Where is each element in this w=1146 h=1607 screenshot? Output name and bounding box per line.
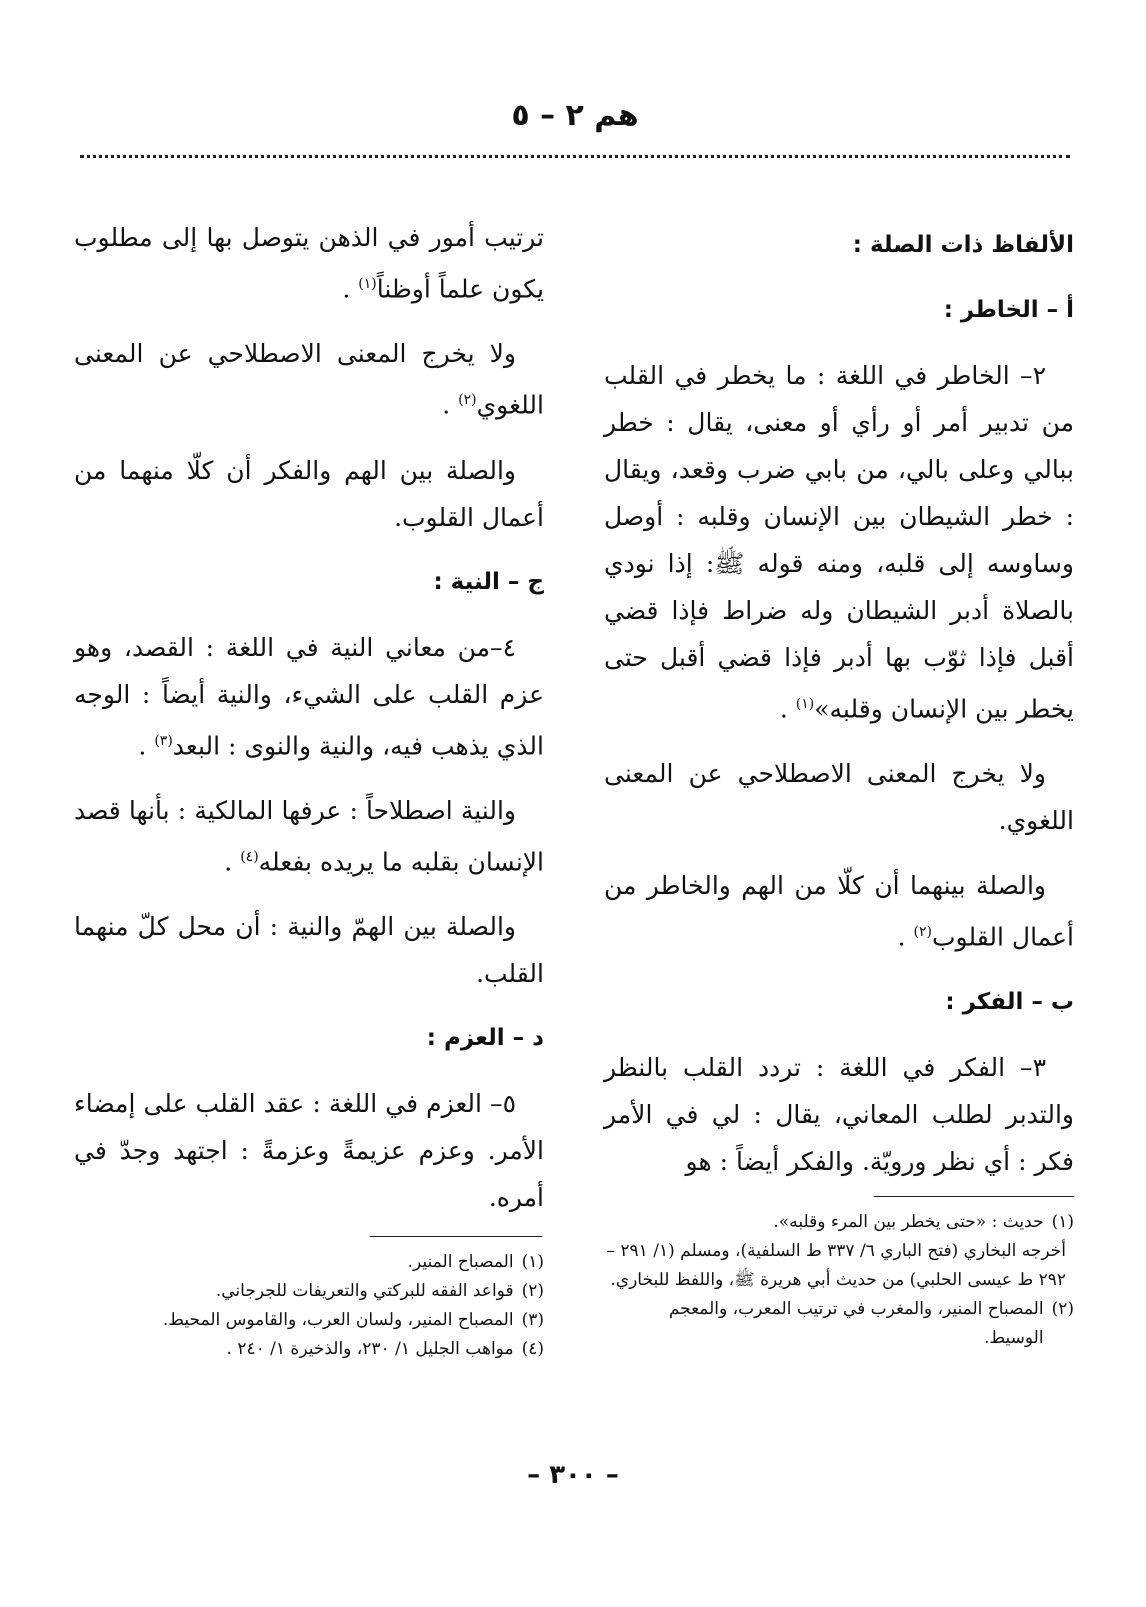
right-column <box>604 222 1074 1203</box>
footnote-item: (١) حديث : «حتى يخطر بين المرء وقلبه». <box>773 1212 1074 1232</box>
paragraph-relation-2: والصلة بين الهمّ والنية : أن محل كلّ منهما القلب. <box>74 912 544 989</box>
footnote-divider-right <box>874 1196 1074 1197</box>
footnote-detail: أخرجه البخاري (فتح الباري ٦/ ٣٣٧ ط السلفية)، ومسلم (١/ ٢٩١ – ٢٩٢ ط عيسى الحلبي) من حديث أبي هريرة ﷺ، واللفظ للبخاري. <box>606 1241 1066 1290</box>
paragraph-2-text: ٢– الخاطر في اللغة : ما يخطر في القلب من تدبير أمر أو رأي أو معنى، يقال : خطر ببالي وعلى بالي، من بابي ضرب وقعد، ويقال : خطر الشيطان بين الإنسان وقلبه : أوصل وساوسه إلى قلبه، ومنه قوله ﷺ: إذا نودي بالصلاة أدبر الشيطان وله ضراط فإذا قضي أقبل فإذا ثوّب بها أدبر فإذا قضي أقبل حتى يخطر بين الإنسان وقلبه» <box>604 361 1074 724</box>
related-terms-heading: الألفاظ ذات الصلة : <box>852 232 1074 258</box>
paragraph-relation: والصلة بين الهم والفكر أن كلّا منهما من أعمال القلوب. <box>74 455 544 532</box>
footnote-item: (٣) المصباح المنير، ولسان العرب، والقاموس المحيط. <box>162 1310 544 1330</box>
footnote-item: (٢) المصباح المنير، والمغرب في ترتيب المعرب، والمعجم الوسيط. <box>668 1299 1074 1348</box>
paragraph-meaning: ولا يخرج المعنى الاصطلاحي عن المعنى اللغوي$^{(٢)}$ . <box>74 339 544 420</box>
footnote-ref[interactable]: (١) <box>358 276 377 292</box>
section-b-heading: ب – الفكر : <box>945 988 1074 1015</box>
paragraph-3: ٣– الفكر في اللغة : تردد القلب بالنظر والتدبر لطلب المعاني، يقال : لي في الأمر فكر : أي نظر ورويّة. والفكر أيضاً : هو <box>604 1052 1074 1176</box>
left-column <box>74 214 544 1239</box>
section-d-heading: د – العزم : <box>426 1025 544 1052</box>
header-divider <box>80 155 1070 158</box>
footnote-ref[interactable]: (٣) <box>154 732 173 749</box>
footnote-divider-left <box>370 1236 542 1237</box>
paragraph-2: ٢– الخاطر في اللغة : ما يخطر في القلب من تدبير أمر أو رأي أو معنى، يقال : خطر ببالي وعلى بالي، من بابي ضرب وقعد، ويقال : خطر الشيطان بين الإنسان وقلبه : أوصل وساوسه إلى قلبه، ومنه قوله ﷺ: إذا نودي بالصلاة أدبر الشيطان وله ضراط فإذا قضي أقبل فإذا ثوّب بها أدبر فإذا قضي أقبل حتى يخطر بين الإنسان وقلبه»$^{(١)}$ . <box>604 361 1074 724</box>
section-c-heading: ج – النية : <box>433 568 544 595</box>
page-number: – ٣٠٠ – <box>527 1460 619 1490</box>
footnote-ref[interactable]: (٤) <box>240 848 259 865</box>
footnote-item: (٤) مواهب الجليل ١/ ٢٣٠، والذخيرة ١/ ٢٤٠ . <box>226 1339 544 1359</box>
footnote-ref[interactable]: (٢) <box>913 924 933 941</box>
paragraph-relation: والصلة بينهما أن كلّا من الهم والخاطر من أعمال القلوب$^{(٢)}$ . <box>604 871 1074 952</box>
footnotes-left <box>74 1248 544 1364</box>
page-header: هم ٢ – ٥ <box>511 98 639 133</box>
paragraph-5: ٥– العزم في اللغة : عقد القلب على إمضاء الأمر. وعزم عزيمةً وعزمةً : اجتهد وجدّ في أمره. <box>74 1089 544 1213</box>
footnote-item: (٢) قواعد الفقه للبركتي والتعريفات للجرجاني. <box>215 1281 544 1301</box>
paragraph-continued: ترتيب أمور في الذهن يتوصل بها إلى مطلوب يكون علماً أوظناً$^{(١)}$ . <box>74 223 544 304</box>
footnote-item: (١) المصباح المنير. <box>407 1252 544 1272</box>
footnotes-right <box>604 1208 1074 1353</box>
paragraph-niyya: والنية اصطلاحاً : عرفها المالكية : بأنها قصد الإنسان بقلبه ما يريده بفعله$^{(٤)}$ . <box>74 795 544 877</box>
footnote-ref[interactable]: (١) <box>795 696 815 712</box>
paragraph-4: ٤–من معاني النية في اللغة : القصد، وهو عزم القلب على الشيء، والنية أيضاً : الوجه الذي يذهب فيه، والنية والنوى : البعد$^{(٣)}$ . <box>74 632 544 760</box>
footnote-ref[interactable]: (٢) <box>458 392 477 409</box>
paragraph-meaning: ولا يخرج المعنى الاصطلاحي عن المعنى اللغوي. <box>604 759 1074 836</box>
section-a-heading: أ – الخاطر : <box>943 297 1074 323</box>
